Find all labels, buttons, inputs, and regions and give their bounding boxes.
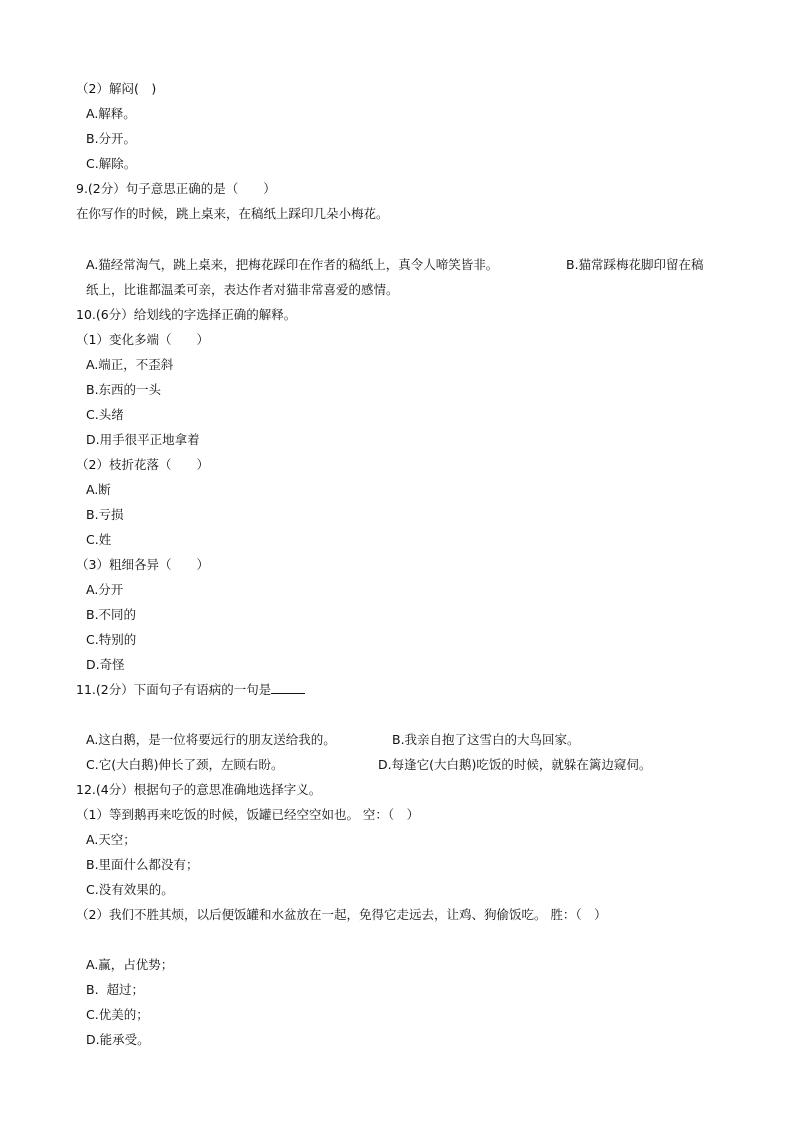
q8-option-c: C.解除。 bbox=[86, 156, 137, 171]
q12-sub1-option-a: A.天空； bbox=[86, 832, 136, 847]
q12-sub1-option-b: B.里面什么都没有； bbox=[86, 857, 199, 872]
q10-sub1-option-b: B.东西的一头 bbox=[86, 382, 162, 397]
q10-stem: 10.(6分）给划线的字选择正确的解释。 bbox=[76, 307, 297, 322]
q8-option-a: A.解释。 bbox=[86, 106, 136, 121]
q12-sub1: （1）等到鹅再来吃饭的时候，饭罐已经空空如也。 空：（ ） bbox=[76, 807, 420, 822]
q12-sub2-option-d: D.能承受。 bbox=[86, 1032, 150, 1047]
q10-sub1: （1）变化多端（ ） bbox=[76, 332, 209, 347]
q11-option-b: B.我亲自抱了这雪白的大鸟回家。 bbox=[392, 732, 580, 747]
q9-option-b: B.猫常踩梅花脚印留在稿 bbox=[566, 257, 704, 272]
q12-sub2: （2）我们不胜其烦，以后便饭罐和水盆放在一起，免得它走远去，让鸡、狗偷饭吃。 胜：（ ） bbox=[76, 907, 607, 922]
q10-sub3-option-d: D.奇怪 bbox=[86, 657, 125, 672]
q10-sub2-option-b: B.亏损 bbox=[86, 507, 124, 522]
q10-sub2-option-c: C.姓 bbox=[86, 532, 112, 547]
q11-stem: 11.(2分）下面句子有语病的一句是 bbox=[76, 682, 272, 697]
q10-sub2-option-a: A.断 bbox=[86, 482, 111, 497]
q8-sub2: （2）解闷( ) bbox=[76, 81, 157, 96]
q11-option-a: A.这白鹅，是一位将要远行的朋友送给我的。 bbox=[86, 732, 336, 747]
q9-sentence: 在你写作的时候，跳上桌来，在稿纸上踩印几朵小梅花。 bbox=[76, 206, 389, 221]
q10-sub3-option-a: A.分开 bbox=[86, 582, 124, 597]
answer-blank[interactable] bbox=[271, 681, 305, 694]
q10-sub3: （3）粗细各异（ ） bbox=[76, 557, 209, 572]
q9-option-a: A.猫经常淘气，跳上桌来，把梅花踩印在作者的稿纸上，真令人啼笑皆非。 bbox=[86, 257, 499, 272]
q12-sub1-option-c: C.没有效果的。 bbox=[86, 882, 174, 897]
q11-stem-line bbox=[76, 681, 305, 699]
q11-option-c: C.它(大白鹅)伸长了颈，左顾右盼。 bbox=[86, 757, 284, 772]
q10-sub3-option-c: C.特别的 bbox=[86, 632, 137, 647]
q11-option-d: D.每逢它(大白鹅)吃饭的时候，就躲在篱边窥伺。 bbox=[378, 757, 652, 772]
q9-option-b-cont: 纸上，比谁都温柔可亲，表达作者对猫非常喜爱的感情。 bbox=[86, 282, 399, 297]
q10-sub1-option-d: D.用手很平正地拿着 bbox=[86, 432, 200, 447]
q10-sub1-option-a: A.端正，不歪斜 bbox=[86, 357, 174, 372]
q12-stem: 12.(4分）根据句子的意思准确地选择字义。 bbox=[76, 782, 322, 797]
q8-option-b: B.分开。 bbox=[86, 131, 137, 146]
q12-sub2-option-a: A.赢，占优势； bbox=[86, 957, 174, 972]
q10-sub2: （2）枝折花落（ ） bbox=[76, 457, 209, 472]
q10-sub3-option-b: B.不同的 bbox=[86, 607, 137, 622]
q12-sub2-option-c: C.优美的； bbox=[86, 1007, 149, 1022]
q9-stem: 9.(2分）句子意思正确的是（ ） bbox=[76, 181, 276, 196]
q10-sub1-option-c: C.头绪 bbox=[86, 407, 124, 422]
q12-sub2-option-b: B. 超过； bbox=[86, 982, 144, 997]
